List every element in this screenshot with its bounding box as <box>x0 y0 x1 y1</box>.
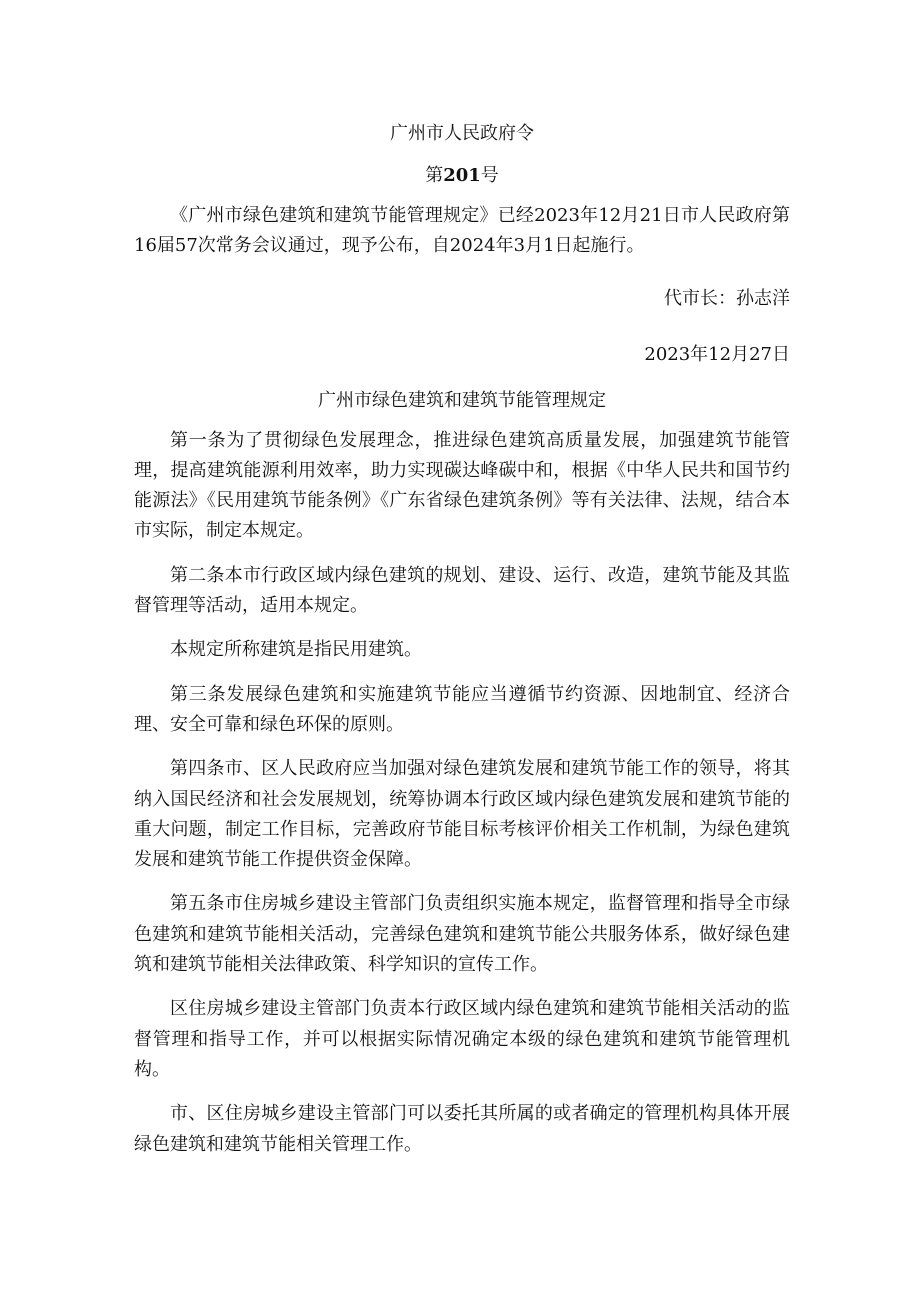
order-number-value: 201 <box>443 165 481 186</box>
order-number-prefix: 第 <box>425 165 444 186</box>
article-2: 第二条本市行政区域内绿色建筑的规划、建设、运行、改造，建筑节能及其监督管理等活动，适用本规定。 <box>134 564 790 617</box>
order-title: 广州市人民政府令 <box>390 123 534 144</box>
article-5: 第五条市住房城乡建设主管部门负责组织实施本规定，监督管理和指导全市绿色建筑和建筑节能相关活动，完善绿色建筑和建筑节能公共服务体系，做好绿色建筑和建筑节能相关法律政策、科学知识的宣传工作。 <box>134 893 790 976</box>
document-body <box>134 119 790 1160</box>
order-number-suffix: 号 <box>480 165 499 186</box>
regulation-title: 广州市绿色建筑和建筑节能管理规定 <box>318 389 606 411</box>
announcement-paragraph: 《广州市绿色建筑和建筑节能管理规定》已经2023年12月21日市人民政府第16届57次常务会议通过，现予公布，自2024年3月1日起施行。 <box>134 205 790 257</box>
article-2-clause: 本规定所称建筑是指民用建筑。 <box>170 639 422 661</box>
article-3: 第三条发展绿色建筑和实施建筑节能应当遵循节约资源、因地制宜、经济合理、安全可靠和绿色环保的原则。 <box>134 683 790 735</box>
signature: 代市长：孙志洋 <box>664 287 790 309</box>
article-5-clause-2: 区住房城乡建设主管部门负责本行政区域内绿色建筑和建筑节能相关活动的监督管理和指导工作，并可以根据实际情况确定本级的绿色建筑和建筑节能管理机构。 <box>134 998 790 1080</box>
article-5-clause-3: 市、区住房城乡建设主管部门可以委托其所属的或者确定的管理机构具体开展绿色建筑和建筑节能相关管理工作。 <box>134 1103 790 1155</box>
order-number <box>134 161 790 191</box>
order-date: 2023年12月27日 <box>644 343 790 365</box>
article-1: 第一条为了贯彻绿色发展理念，推进绿色建筑高质量发展，加强建筑节能管理，提高建筑能源利用效率，助力实现碳达峰碳中和，根据《中华人民共和国节约能源法》《民用建筑节能条例》《广东省绿色建筑条例》等有关法律、法规，结合本市实际，制定本规定。 <box>134 429 790 542</box>
article-4: 第四条市、区人民政府应当加强对绿色建筑发展和建筑节能工作的领导，将其纳入国民经济和社会发展规划，统筹协调本行政区域内绿色建筑发展和建筑节能的重大问题，制定工作目标，完善政府节能目标考核评价相关工作机制，为绿色建筑发展和建筑节能工作提供资金保障。 <box>134 758 790 871</box>
